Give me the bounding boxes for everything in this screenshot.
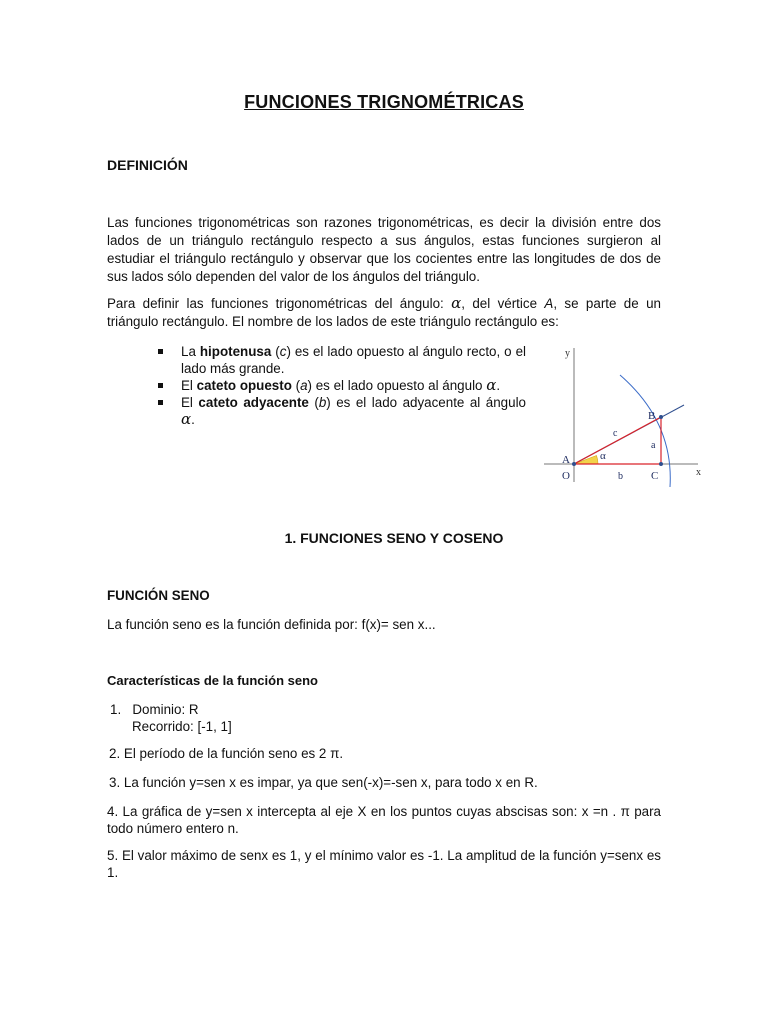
bullet-paren: (: [275, 344, 280, 359]
vertex-label: A: [544, 296, 554, 311]
alpha-symbol: α: [451, 294, 462, 312]
angle-alpha-label: α: [600, 450, 606, 462]
point-a-dot: [572, 462, 576, 466]
characteristic-1-dominio: 1. Dominio: R: [110, 702, 199, 717]
bullet-term: hipotenusa: [199, 344, 272, 359]
characteristic-1-recorrido: Recorrido: [-1, 1]: [132, 719, 232, 734]
list-item: [157, 343, 526, 377]
bullet-text: ) es el lado opuesto al ángulo recto, o el lado más grande.: [181, 344, 527, 376]
bullet-text: ) es el lado adyacente al ángulo: [326, 395, 526, 410]
hypotenuse-c: [574, 417, 661, 464]
bullet-term: cateto opuesto: [196, 378, 292, 393]
definicion-heading: DEFINICIÓN: [107, 157, 188, 173]
point-b-label: B: [648, 410, 656, 422]
caracteristicas-heading: Características de la función seno: [107, 673, 318, 688]
side-a-label: a: [651, 440, 656, 451]
funcion-seno-heading: FUNCIÓN SENO: [107, 588, 210, 603]
unit-circle-arc: [620, 375, 670, 487]
characteristic-4: 4. La gráfica de y=sen x intercepta al eje X en los puntos cuyas abscisas son: x =n . π para todo número entero n.: [107, 804, 661, 836]
right-triangle-figure: [538, 342, 710, 490]
definicion-paragraph-1: Las funciones trigonométricas son razones trigonométricas, es decir la división entre dos lados de un triángulo rectángulo respecto a sus ángulos, estas funciones surgieron al estudiar el triángulo rectángulo y observar que los cocientes entre las longitudes de dos de sus lados sólo dependen del valor de los ángulos del triángulo.: [107, 215, 661, 284]
point-c-label: C: [651, 470, 659, 482]
triangle-sides-list: [157, 343, 526, 428]
alpha-symbol: α: [486, 376, 497, 394]
funcion-seno-definition: La función seno es la función definida por: f(x)= sen x...: [107, 617, 436, 632]
alpha-symbol: α: [181, 410, 192, 428]
paragraph-2-part-b: , del vértice: [461, 296, 538, 311]
axis-y-label: y: [565, 348, 570, 359]
bullet-term: cateto adyacente: [198, 395, 309, 410]
characteristic-5: 5. El valor máximo de senx es 1, y el mínimo valor es -1. La amplitud de la función y=senx es 1.: [107, 848, 661, 880]
bullet-letter: a: [300, 378, 308, 393]
point-a-label: A: [562, 454, 570, 466]
bullet-prefix: El: [181, 378, 193, 393]
characteristic-3: 3. La función y=sen x es impar, ya que sen(-x)=-sen x, para todo x en R.: [109, 775, 538, 790]
bullet-letter: c: [279, 344, 287, 359]
side-c-label: c: [613, 428, 618, 439]
side-b-label: b: [618, 471, 623, 482]
bullet-prefix: El: [181, 395, 193, 410]
paragraph-2-part-a: Para definir las funciones trigonométricas del ángulo:: [107, 296, 444, 311]
definicion-paragraph-2: [107, 294, 661, 331]
list-item: El cateto adyacente (b) es el lado adyacente al ángulo α.: [157, 394, 526, 428]
point-b-dot: [659, 415, 663, 419]
bullet-letter: b: [318, 395, 327, 410]
page-title: FUNCIONES TRIGNOMÉTRICAS: [244, 92, 524, 112]
bullet-paren: (: [314, 395, 319, 410]
bullet-text: ) es el lado opuesto al ángulo: [307, 378, 483, 393]
section-1-heading: 1. FUNCIONES SENO Y COSENO: [284, 530, 504, 546]
list-item: El cateto opuesto (a) es el lado opuesto al ángulo α.: [157, 377, 526, 394]
point-c-dot: [659, 462, 663, 466]
point-o-label: O: [562, 470, 570, 482]
bullet-prefix: La: [181, 344, 196, 359]
bullet-paren: (: [295, 378, 301, 393]
characteristic-2: 2. El período de la función seno es 2 π.: [109, 746, 344, 761]
axis-x-label: x: [696, 467, 701, 478]
paragraph-2-part-c: , se parte de un triángulo rectángulo. El nombre de los lados de este triángulo rectángulo es:: [107, 296, 661, 329]
